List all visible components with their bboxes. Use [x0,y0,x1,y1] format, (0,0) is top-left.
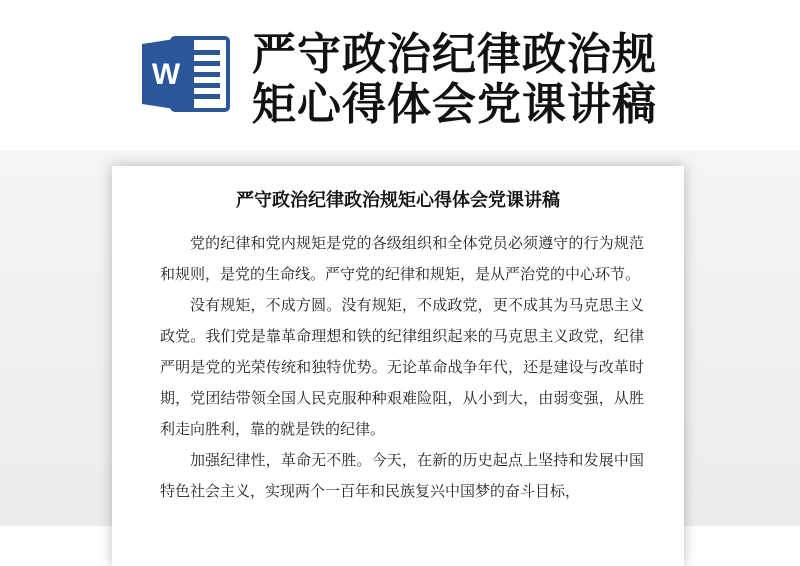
paragraph: 党的纪律和党内规矩是党的各级组织和全体党员必须遵守的行为规范和规则，是党的生命线。严守党的纪律和规矩，是从严治党的中心环节。 [160,234,644,283]
banner [0,0,800,150]
document-title: 严守政治纪律政治规矩心得体会党课讲稿 [236,190,560,211]
paragraph: 加强纪律性，革命无不胜。今天，在新的历史起点上坚持和发展中国特色社会主义，实现两个一百年和民族复兴中国梦的奋斗目标， [160,451,644,500]
document-page [112,166,684,566]
word-document-icon [142,34,232,114]
word-icon-letter: W [151,58,181,91]
paragraph: 没有规矩，不成方圆。没有规矩，不成政党，更不成其为马克思主义政党。我们党是靠革命理想和铁的纪律组织起来的马克思主义政党，纪律严明是党的光荣传统和独特优势。无论革命战争年代，还是建设与改革时期，党团结带领全国人民克服种种艰难险阻，从小到大，由弱变强，从胜利走向胜利，靠的就是铁的纪律。 [160,296,644,438]
banner-title: 严守政治纪律政治规矩心得体会党课讲稿 [252,29,657,130]
